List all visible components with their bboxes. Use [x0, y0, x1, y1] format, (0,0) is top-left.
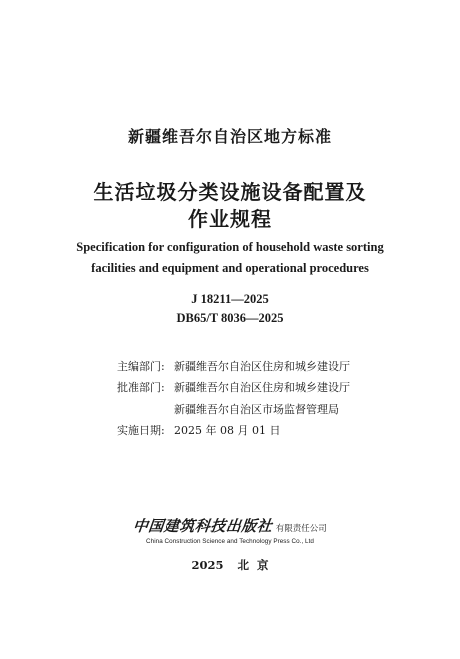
approved-by-label: 批准部门:	[117, 381, 165, 395]
record-number: J 18211—2025	[191, 292, 269, 306]
approved-by-row-2	[117, 398, 350, 420]
approved-by-value-2: 新疆维吾尔自治区市场监督管理局	[174, 402, 339, 416]
issuance-info-block	[117, 355, 350, 441]
publisher-english-name: China Construction Science and Technology Press Co., Ltd	[146, 538, 314, 545]
effective-date-label: 实施日期:	[117, 424, 165, 438]
english-title-line-1: Specification for configuration of household waste sorting	[76, 240, 384, 254]
effective-date-value: 2025 年 08 月 01 日	[174, 424, 281, 438]
publisher-block	[0, 515, 460, 545]
compiled-by-label: 主编部门:	[117, 359, 165, 373]
publication-city: 北 京	[237, 558, 269, 572]
publisher-logo: 中国建筑科技出版社	[132, 517, 274, 535]
compiled-by-row	[117, 355, 350, 377]
document-title-line-1: 生活垃圾分类设施设备配置及	[93, 180, 367, 204]
publisher-name-line	[133, 515, 327, 536]
standard-number: DB65/T 8036—2025	[176, 311, 284, 325]
standard-type-heading: 新疆维吾尔自治区地方标准	[127, 127, 332, 146]
approved-by-value-1: 新疆维吾尔自治区住房和城乡建设厅	[174, 381, 350, 395]
publisher-suffix: 有限责任公司	[275, 524, 327, 534]
english-title-line-2: facilities and equipment and operational procedures	[91, 261, 369, 275]
effective-date-row	[117, 420, 350, 442]
compiled-by-value: 新疆维吾尔自治区住房和城乡建设厅	[174, 359, 350, 373]
document-title-line-2: 作业规程	[188, 207, 272, 231]
approved-by-row	[117, 377, 350, 399]
publication-footer	[0, 557, 460, 573]
publication-year: 2025	[191, 558, 224, 572]
